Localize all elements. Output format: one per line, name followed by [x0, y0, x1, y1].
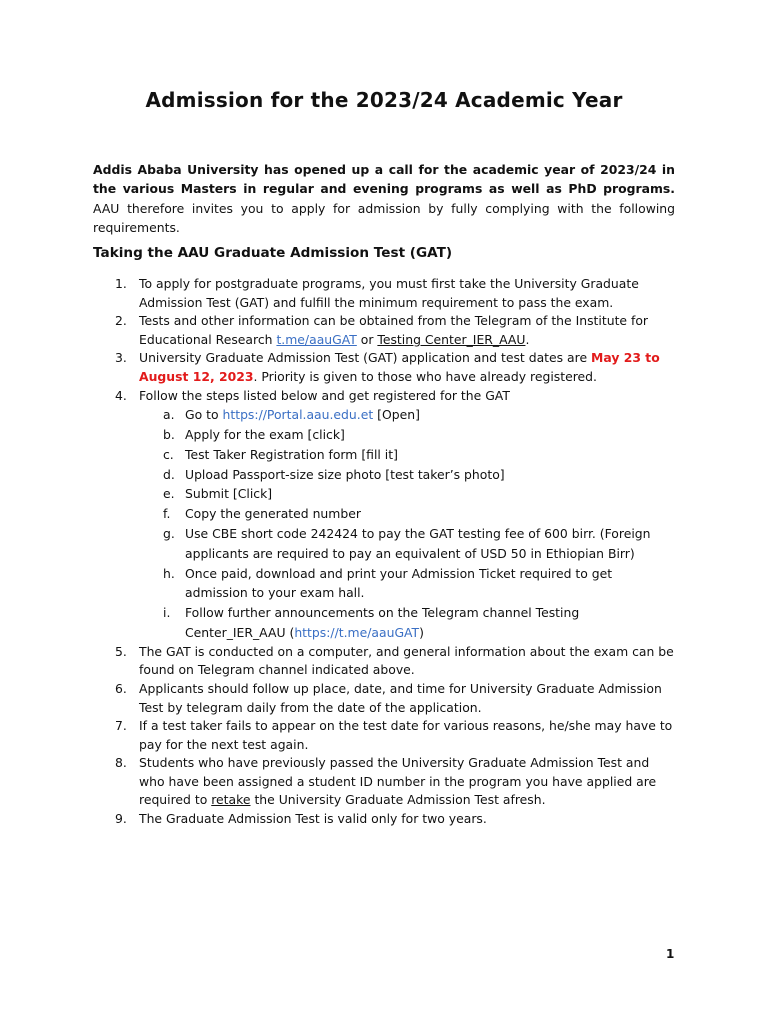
item-number: 6.	[115, 680, 127, 696]
section-heading: Taking the AAU Graduate Admission Test (GAT)	[93, 245, 453, 261]
item-number: 2.	[115, 313, 127, 329]
item-text: Tests and other information can be obtained from the Telegram of the Institute for Educational Research	[139, 313, 649, 347]
item-number: 9.	[115, 811, 127, 827]
step-letter: i.	[163, 605, 171, 621]
list-item	[93, 717, 675, 754]
list-item	[93, 312, 675, 349]
item-text: or	[356, 331, 378, 347]
step-text: [Open]	[373, 407, 420, 423]
intro-bold-text: Addis Ababa University has opened up a call for the academic year of 2023/24 in the various Masters in regular and evening programs as well as PhD programs.	[93, 162, 675, 197]
step-item	[139, 524, 675, 564]
item-text: University Graduate Admission Test (GAT) application and test dates are	[139, 350, 592, 366]
step-letter: d.	[163, 466, 175, 482]
item-number: 7.	[115, 718, 127, 734]
step-item	[139, 445, 675, 465]
step-letter: f.	[163, 506, 171, 522]
step-letter: a.	[163, 407, 175, 423]
testing-center-link[interactable]: Testing Center_IER_AAU	[377, 331, 526, 347]
step-letter: b.	[163, 426, 175, 442]
step-item	[139, 405, 675, 425]
requirements-list	[93, 275, 675, 829]
step-text: Once paid, download and print your Admission Ticket required to get admission to your exam hall.	[185, 565, 613, 601]
list-item	[93, 810, 675, 829]
item-text: The Graduate Admission Test is valid only for two years.	[139, 811, 487, 827]
step-item	[139, 564, 675, 604]
retake-underlined: retake	[211, 792, 251, 808]
step-letter: e.	[163, 486, 175, 502]
item-text: Applicants should follow up place, date, and time for University Graduate Admission Test by telegram daily from the date of the application.	[139, 680, 662, 715]
item-text: Students who have previously passed the University Graduate Admission Test and who have been assigned a student ID number in the program you have applied are required to	[139, 755, 657, 808]
item-number: 8.	[115, 755, 127, 771]
item-text: Follow the steps listed below and get registered for the GAT	[139, 387, 510, 403]
step-text: Follow further announcements on the Telegram channel Testing Center_IER_AAU (	[185, 605, 580, 640]
step-letter: c.	[163, 446, 174, 462]
item-text: If a test taker fails to appear on the test date for various reasons, he/she may have to pay for the next test again.	[139, 718, 673, 752]
step-item	[139, 425, 675, 445]
item-text: the University Graduate Admission Test afresh.	[250, 792, 546, 808]
item-number: 4.	[115, 387, 127, 403]
step-text: Go to	[185, 407, 223, 423]
intro-paragraph	[93, 160, 675, 237]
list-item	[93, 680, 675, 717]
list-item	[93, 349, 675, 386]
page-number: 1	[666, 947, 675, 961]
intro-text: AAU therefore invites you to apply for admission by fully complying with the following requirements.	[93, 200, 675, 235]
step-letter: h.	[163, 565, 175, 581]
item-text: . Priority is given to those who have already registered.	[253, 368, 597, 384]
telegram-link[interactable]: t.me/aauGAT	[276, 331, 357, 347]
step-text: Apply for the exam [click]	[185, 426, 345, 442]
step-letter: g.	[163, 525, 175, 541]
step-item	[139, 603, 675, 643]
step-text: Use CBE short code 242424 to pay the GAT testing fee of 600 birr. (Foreign applicants are required to pay an equivalent of USD 50 in Ethiopian Birr)	[185, 525, 651, 561]
step-text: )	[419, 624, 424, 640]
step-text: Test Taker Registration form [fill it]	[185, 446, 398, 462]
registration-steps	[139, 405, 675, 643]
item-number: 5.	[115, 643, 127, 659]
item-text: To apply for postgraduate programs, you must first take the University Graduate Admission Test (GAT) and fulfill the minimum requirement to pass the exam.	[139, 276, 639, 310]
step-item	[139, 504, 675, 524]
step-text: Copy the generated number	[185, 506, 361, 522]
list-item	[93, 754, 675, 810]
test-dates: May 23 to August 12, 2023	[139, 350, 660, 384]
item-text: The GAT is conducted on a computer, and general information about the exam can be found on Telegram channel indicated above.	[139, 643, 674, 678]
item-number: 1.	[115, 276, 127, 291]
step-text: Upload Passport-size size photo [test taker’s photo]	[185, 466, 505, 482]
telegram-channel-link[interactable]: https://t.me/aauGAT	[294, 624, 420, 640]
page-title: Admission for the 2023/24 Academic Year	[145, 88, 623, 112]
list-item	[93, 643, 675, 680]
step-item	[139, 465, 675, 485]
portal-link[interactable]: https://Portal.aau.edu.et	[222, 407, 374, 423]
step-item	[139, 484, 675, 504]
item-number: 3.	[115, 350, 127, 366]
item-text: .	[525, 331, 530, 347]
list-item	[93, 275, 675, 312]
step-text: Submit [Click]	[185, 486, 273, 502]
list-item	[93, 387, 675, 643]
